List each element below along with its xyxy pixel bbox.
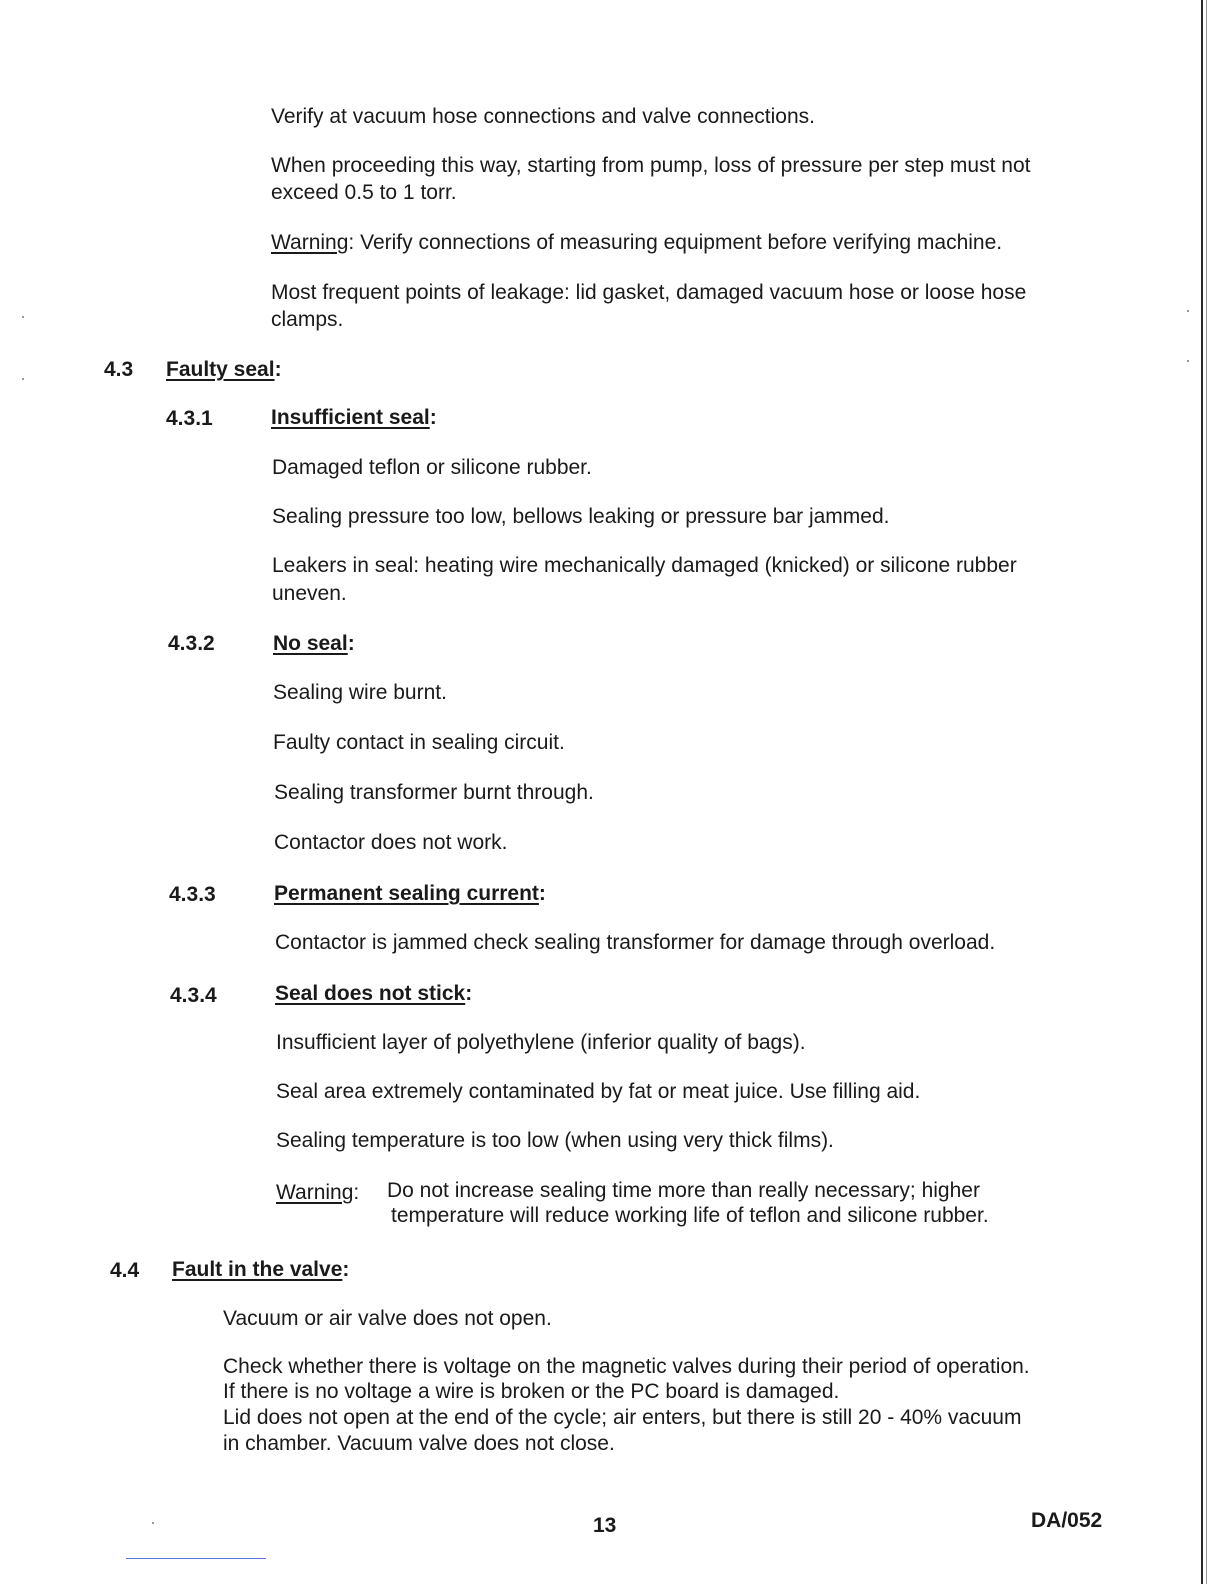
scan-speck	[152, 1522, 154, 1524]
section-title-text: Fault in the valve	[172, 1258, 343, 1281]
list-item: Insufficient layer of polyethylene (inferior quality of bags).	[276, 1031, 806, 1054]
page-edge-line	[1201, 0, 1203, 1584]
warning-label-4-3-4	[276, 1179, 359, 1206]
warning-label: Warning	[271, 231, 349, 254]
subsection-title-4-3-2	[273, 630, 355, 657]
scan-speck	[22, 316, 24, 318]
section-number-4-3: 4.3	[104, 358, 134, 381]
list-item-line-1: Leakers in seal: heating wire mechanically damaged (knicked) or silicone rubber	[272, 554, 1017, 577]
document-code: DA/052	[1031, 1509, 1103, 1532]
subsection-title-colon: :	[347, 632, 355, 655]
subsection-title-text: Permanent sealing current	[274, 882, 539, 905]
section-title-4-3	[166, 356, 282, 383]
scan-speck	[1187, 310, 1189, 312]
paragraph-line-3: Lid does not open at the end of the cycle; air enters, but there is still 20 - 40% vacuum	[223, 1406, 1022, 1429]
warning-text-line-2: temperature will reduce working life of teflon and silicone rubber.	[391, 1204, 989, 1227]
warning-colon: :	[353, 1181, 360, 1204]
intro-paragraph-4-line-2: clamps.	[271, 308, 344, 331]
list-item: Seal area extremely contaminated by fat or meat juice. Use filling aid.	[276, 1080, 921, 1103]
list-item: Sealing transformer burnt through.	[274, 781, 594, 804]
section-title-colon: :	[274, 358, 282, 381]
subsection-title-text: Seal does not stick	[275, 982, 466, 1005]
section-title-colon: :	[342, 1258, 350, 1281]
intro-warning	[271, 229, 1002, 256]
list-item: Contactor does not work.	[274, 831, 508, 854]
paragraph-line-4: in chamber. Vacuum valve does not close.	[223, 1432, 615, 1455]
list-item: Sealing pressure too low, bellows leaking or pressure bar jammed.	[272, 505, 890, 528]
subsection-title-colon: :	[465, 982, 473, 1005]
paragraph-line-1: Check whether there is voltage on the magnetic valves during their period of operation.	[223, 1355, 1030, 1378]
subsection-title-text: No seal	[273, 632, 348, 655]
list-item: Faulty contact in sealing circuit.	[273, 731, 565, 754]
footer-rule	[126, 1558, 266, 1559]
list-item-line-2: uneven.	[272, 582, 347, 605]
intro-paragraph-4-line-1: Most frequent points of leakage: lid gasket, damaged vacuum hose or loose hose	[271, 281, 1027, 304]
section-title-4-4	[172, 1256, 349, 1283]
intro-paragraph-1: Verify at vacuum hose connections and valve connections.	[271, 105, 815, 128]
page-edge-line-faint	[1206, 0, 1207, 1584]
subsection-number-4-3-1: 4.3.1	[166, 407, 213, 430]
intro-paragraph-2-line-2: exceed 0.5 to 1 torr.	[271, 181, 457, 204]
warning-text: : Verify connections of measuring equipment before verifying machine.	[348, 231, 1003, 254]
warning-text-line-1: Do not increase sealing time more than really necessary; higher	[387, 1179, 980, 1202]
subsection-title-4-3-1	[271, 404, 437, 431]
section-title-text: Faulty seal	[166, 358, 275, 381]
paragraph: Vacuum or air valve does not open.	[223, 1307, 552, 1330]
subsection-title-colon: :	[429, 406, 437, 429]
list-item: Damaged teflon or silicone rubber.	[272, 456, 592, 479]
section-number-4-4: 4.4	[110, 1259, 140, 1282]
scan-speck	[1187, 360, 1189, 362]
list-item: Sealing wire burnt.	[273, 681, 447, 704]
subsection-number-4-3-2: 4.3.2	[168, 632, 215, 655]
subsection-title-colon: :	[538, 882, 546, 905]
page-number: 13	[593, 1514, 617, 1537]
subsection-number-4-3-3: 4.3.3	[169, 883, 216, 906]
subsection-title-4-3-3	[274, 880, 546, 907]
list-item: Contactor is jammed check sealing transformer for damage through overload.	[275, 931, 996, 954]
paragraph-line-2: If there is no voltage a wire is broken or the PC board is damaged.	[223, 1380, 840, 1403]
subsection-title-4-3-4	[275, 980, 472, 1007]
warning-label: Warning	[276, 1181, 354, 1204]
intro-paragraph-2-line-1: When proceeding this way, starting from pump, loss of pressure per step must not	[271, 154, 1031, 177]
subsection-title-text: Insufficient seal	[271, 406, 430, 429]
subsection-number-4-3-4: 4.3.4	[170, 984, 217, 1007]
list-item: Sealing temperature is too low (when using very thick films).	[276, 1129, 834, 1152]
scan-speck	[22, 378, 24, 380]
